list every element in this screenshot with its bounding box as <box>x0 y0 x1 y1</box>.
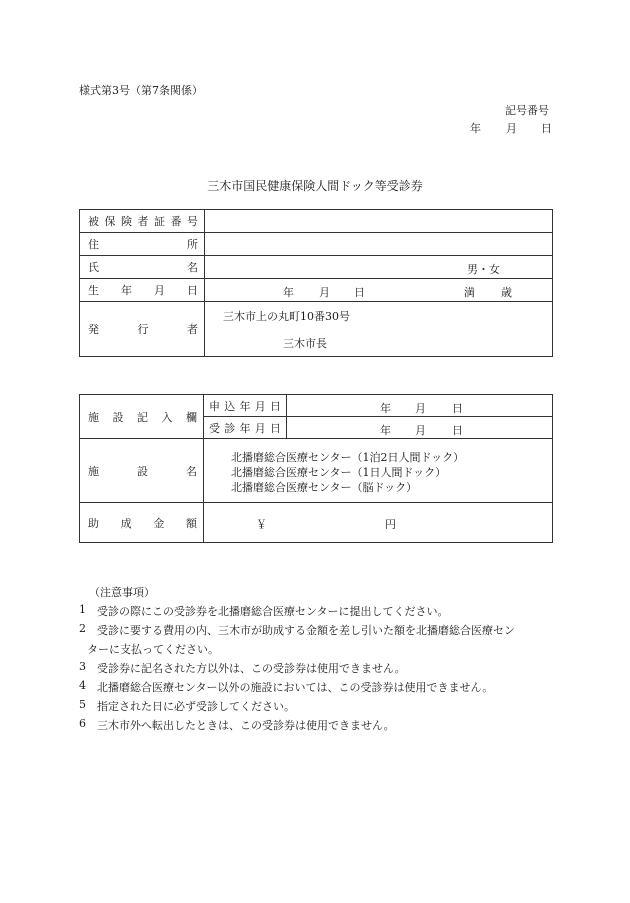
label-char: 施 <box>88 464 99 478</box>
facility-info-table <box>79 394 553 543</box>
gender-option[interactable]: 男・女 <box>467 263 500 276</box>
label-char: 行 <box>137 323 149 336</box>
address-field[interactable] <box>205 233 553 256</box>
label-char: 者 <box>137 215 149 228</box>
issuer-label <box>80 302 205 357</box>
issuer-label-chars <box>88 321 198 337</box>
personal-info-table <box>79 209 553 357</box>
header-date-month: 月 <box>506 122 517 135</box>
label-char: 日 <box>187 284 198 297</box>
facility-option[interactable]: 北播磨総合医療センター（脳ドック） <box>231 481 418 494</box>
label-char: 険 <box>121 215 132 228</box>
application-date-label <box>204 395 287 417</box>
label-char: 診 <box>224 421 236 435</box>
exam-month-unit: 月 <box>415 424 426 437</box>
label-char: 金 <box>153 516 165 530</box>
label-char: 名 <box>186 464 197 478</box>
record-number-label: 記号番号 <box>505 104 549 117</box>
exam-year-unit: 年 <box>380 424 391 437</box>
yen-unit: 円 <box>385 518 396 531</box>
label-char: 込 <box>224 399 236 413</box>
birth-month-unit: 月 <box>319 286 330 299</box>
label-char: 年 <box>121 284 132 297</box>
application-month-unit: 月 <box>415 402 426 415</box>
label-char: 氏 <box>88 261 99 274</box>
application-year-unit: 年 <box>380 402 391 415</box>
name-label <box>80 256 205 279</box>
subsidy-amount-label-chars <box>88 515 197 531</box>
address-label-chars <box>88 236 198 252</box>
label-char: 名 <box>187 261 198 274</box>
note-text: 受診の際にこの受診券を北播磨総合医療センターに提出してください。 <box>97 605 449 618</box>
issuer-address: 三木市上の丸町10番30号 <box>223 310 350 323</box>
facility-option[interactable]: 北播磨総合医療センター（1泊2日人間ドック） <box>231 451 465 464</box>
label-char: 月 <box>254 421 266 435</box>
label-char: 記 <box>137 410 148 424</box>
label-char: 月 <box>254 399 266 413</box>
yen-symbol: ￥ <box>256 518 267 531</box>
label-char: 番 <box>170 215 182 228</box>
label-char: 所 <box>187 238 198 251</box>
label-char: 日 <box>270 399 281 413</box>
label-char: 設 <box>137 464 148 478</box>
label-char: 住 <box>88 238 99 251</box>
facility-name-label-chars <box>88 463 197 479</box>
label-char: 設 <box>112 410 124 424</box>
note-number: 2 <box>79 622 86 635</box>
insured-number-field[interactable] <box>205 210 553 233</box>
exam-date-field[interactable] <box>287 417 553 439</box>
application-day-unit: 日 <box>452 402 463 415</box>
facility-option[interactable]: 北播磨総合医療センター（1日人間ドック） <box>231 466 447 479</box>
note-number: 3 <box>79 660 86 673</box>
facility-name-label <box>80 439 204 503</box>
birth-day-unit: 日 <box>354 286 365 299</box>
note-text: 北播磨総合医療センター以外の施設においては、この受診券は使用できません。 <box>97 681 494 694</box>
birth-date-field[interactable] <box>205 279 553 302</box>
note-text: 指定された日に必ず受診してください。 <box>97 700 295 713</box>
issuer-field <box>205 302 553 357</box>
label-char: 号 <box>187 215 198 228</box>
insured-number-label <box>80 210 205 233</box>
label-char: 生 <box>88 284 99 297</box>
form-number: 様式第3号（第7条関係） <box>79 84 203 97</box>
label-char: 年 <box>239 421 251 435</box>
label-char: 月 <box>154 284 165 297</box>
notes-heading: （注意事項） <box>89 586 155 599</box>
label-char: 被 <box>88 215 99 228</box>
age-prefix: 満 <box>464 286 475 299</box>
age-suffix: 歳 <box>501 286 512 299</box>
note-number: 4 <box>79 679 86 692</box>
address-label <box>80 233 205 256</box>
application-date-label-chars <box>209 398 281 414</box>
facility-entry-label-chars <box>88 409 197 425</box>
label-char: 発 <box>88 323 99 336</box>
exam-day-unit: 日 <box>452 424 463 437</box>
facility-list <box>204 439 553 503</box>
note-text-continued: ターに支払ってください。 <box>87 643 219 656</box>
note-number: 6 <box>79 717 86 730</box>
label-char: 成 <box>120 516 132 530</box>
issuer-name: 三木市長 <box>283 337 327 350</box>
exam-date-label-chars <box>209 420 281 436</box>
insured-number-label-chars <box>88 213 198 229</box>
document-title: 三木市国民健康保険人間ドック等受診券 <box>207 179 423 193</box>
label-char: 年 <box>239 399 251 413</box>
label-char: 申 <box>209 399 220 413</box>
label-char: 助 <box>88 516 99 530</box>
label-char: 施 <box>88 410 99 424</box>
subsidy-amount-label <box>80 503 204 543</box>
note-number: 1 <box>79 603 86 616</box>
label-char: 欄 <box>186 410 197 424</box>
label-char: 額 <box>185 516 197 530</box>
name-field[interactable] <box>205 256 553 279</box>
birth-date-label-chars <box>88 282 198 298</box>
subsidy-amount-field[interactable] <box>204 503 553 543</box>
facility-entry-label <box>80 395 204 439</box>
birth-date-label <box>80 279 205 302</box>
note-text: 受診券に記名された方以外は、この受診券は使用できません。 <box>97 662 406 675</box>
note-text: 受診に要する費用の内、三木市が助成する金額を差し引いた額を北播磨総合医療セン <box>97 624 515 637</box>
note-text: 三木市外へ転出したときは、この受診券は使用できません。 <box>97 719 395 732</box>
header-date-year: 年 <box>470 122 481 135</box>
label-char: 証 <box>154 215 165 228</box>
label-char: 者 <box>187 323 198 336</box>
name-label-chars <box>88 259 198 275</box>
label-char: 入 <box>161 410 173 424</box>
label-char: 日 <box>270 421 281 435</box>
header-date-day: 日 <box>541 122 552 135</box>
birth-year-unit: 年 <box>283 286 294 299</box>
exam-date-label <box>204 417 287 439</box>
label-char: 保 <box>104 215 116 228</box>
application-date-field[interactable] <box>287 395 553 417</box>
note-number: 5 <box>79 698 86 711</box>
label-char: 受 <box>209 421 220 435</box>
